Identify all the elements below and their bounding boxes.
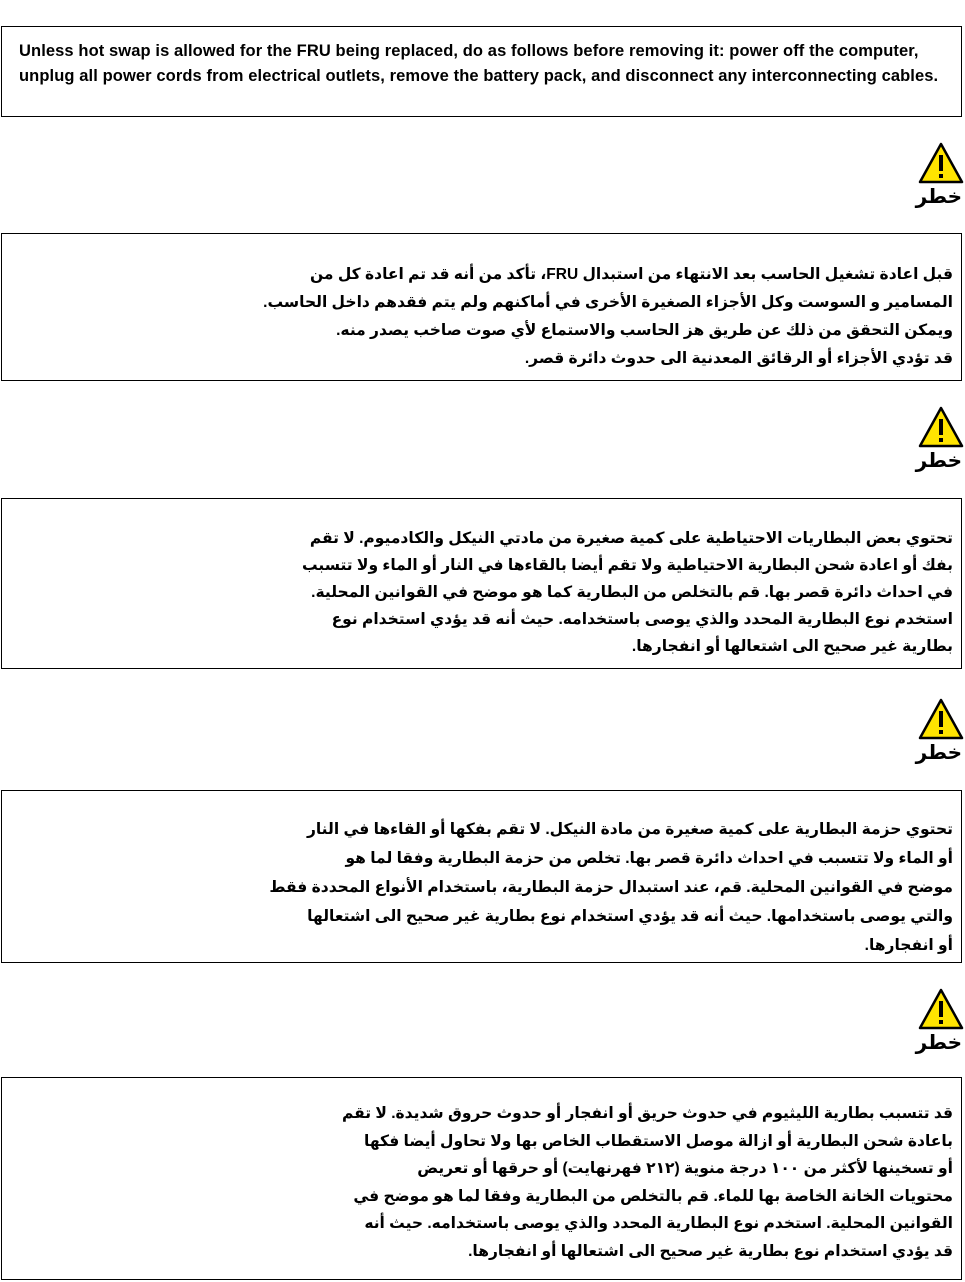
danger-text-line: والتي يوصى باستخدامها. حيث أنه قد يؤدي استخدام نوع بطارية غير صحيح الى اشتعالها: [307, 908, 953, 925]
danger-text-line: تحتوي بعض البطاريات الاحتياطية على كمية صغيرة من مادتي النيكل والكادميوم. لا تقم: [309, 530, 953, 547]
danger-box: [1, 1077, 962, 1280]
danger-text-line: موضح في القوانين المحلية. قم، عند استبدال حزمة البطارية، باستخدام الأنواع المحددة فقط: [269, 879, 953, 896]
danger-box: [1, 233, 962, 381]
danger-text-line: قبل اعادة تشغيل الحاسب بعد الانتهاء من استبدال FRU، تأكد من أنه قد تم اعادة كل من: [309, 266, 953, 283]
danger-text-line: تحتوي حزمة البطارية على كمية صغيرة من مادة النيكل. لا تقم بفكها أو القاءها في النار: [306, 821, 953, 838]
danger-text-line: بفك أو اعادة شحن البطارية الاحتياطية ولا تقم أيضا بالقاءها في النار أو الماء ولا تتسبب: [301, 557, 953, 574]
danger-text-line: محتويات الخانة الخاصة بها للماء. قم بالتخلص من البطارية وفقا لما هو موضح في: [353, 1187, 953, 1205]
danger-heading: [905, 698, 965, 768]
danger-label: خطر: [915, 742, 962, 764]
danger-label: خطر: [915, 1032, 962, 1054]
notice-box: [1, 26, 962, 117]
danger-text-line: أو تسخينها لأكثر من ١٠٠ درجة منوية (٢١٢ فهرنهايت) أو حرقها أو تعريض: [417, 1160, 953, 1178]
danger-text-line: قد تتسبب بطارية الليثيوم في حدوث حريق أو انفجار أو حدوث حروق شديدة. لا تقم: [341, 1105, 953, 1122]
warning-triangle-icon: [918, 142, 964, 184]
danger-heading: [905, 406, 965, 476]
warning-triangle-icon: [918, 698, 964, 740]
danger-text-line: القوانين المحلية. استخدم نوع البطارية المحدد والذي يوصى باستخدامه. حيث أنه: [364, 1215, 953, 1233]
danger-text-line: بطارية غير صحيح الى اشتعالها أو انفجارها.: [631, 638, 953, 655]
danger-text-line: قد تؤدي الأجزاء أو الرقائق المعدنية الى حدوث دائرة قصر.: [524, 350, 953, 367]
warning-triangle-icon: [918, 406, 964, 448]
danger-text-line: ويمكن التحقق من ذلك عن طريق هز الحاسب والاستماع لأي صوت صاخب يصدر منه.: [336, 322, 953, 339]
danger-box: [1, 498, 962, 669]
danger-label: خطر: [915, 450, 962, 472]
danger-text-line: أو الماء ولا تتسبب في احداث دائرة قصر بها. تخلص من حزمة البطارية وفقا لما هو: [345, 850, 953, 867]
danger-text-line: أو انفجارها.: [864, 937, 953, 954]
notice-text: Unless hot swap is allowed for the FRU being replaced, do as follows before removing it: power off the computer, unplug all power cords from electrical outlets, remove the battery pack, and disconnect any interconnecting cables.: [19, 42, 939, 85]
danger-heading: [905, 988, 965, 1058]
danger-text-line: في احداث دائرة قصر بها. قم بالتخلص من البطارية كما هو موضح في القوانين المحلية.: [311, 584, 953, 601]
danger-text-line: باعادة شحن البطارية أو ازالة موصل الاستقطاب الخاص بها ولا تحاول أيضا فكها: [364, 1132, 953, 1150]
warning-triangle-icon: [918, 988, 964, 1030]
danger-label: خطر: [915, 186, 962, 208]
danger-box: [1, 790, 962, 963]
danger-text-line: استخدم نوع البطارية المحدد والذي يوصى باستخدامه. حيث أنه قد يؤدي استخدام نوع: [331, 611, 953, 628]
danger-text-line: المسامير و السوست وكل الأجزاء الصغيرة الأخرى في أماكنهم ولم يتم فقدهم داخل الحاسب.: [263, 294, 953, 311]
danger-heading: [905, 142, 965, 212]
danger-text-line: قد يؤدي استخدام نوع بطارية غير صحيح الى اشتعالها أو انفجارها.: [468, 1242, 953, 1260]
